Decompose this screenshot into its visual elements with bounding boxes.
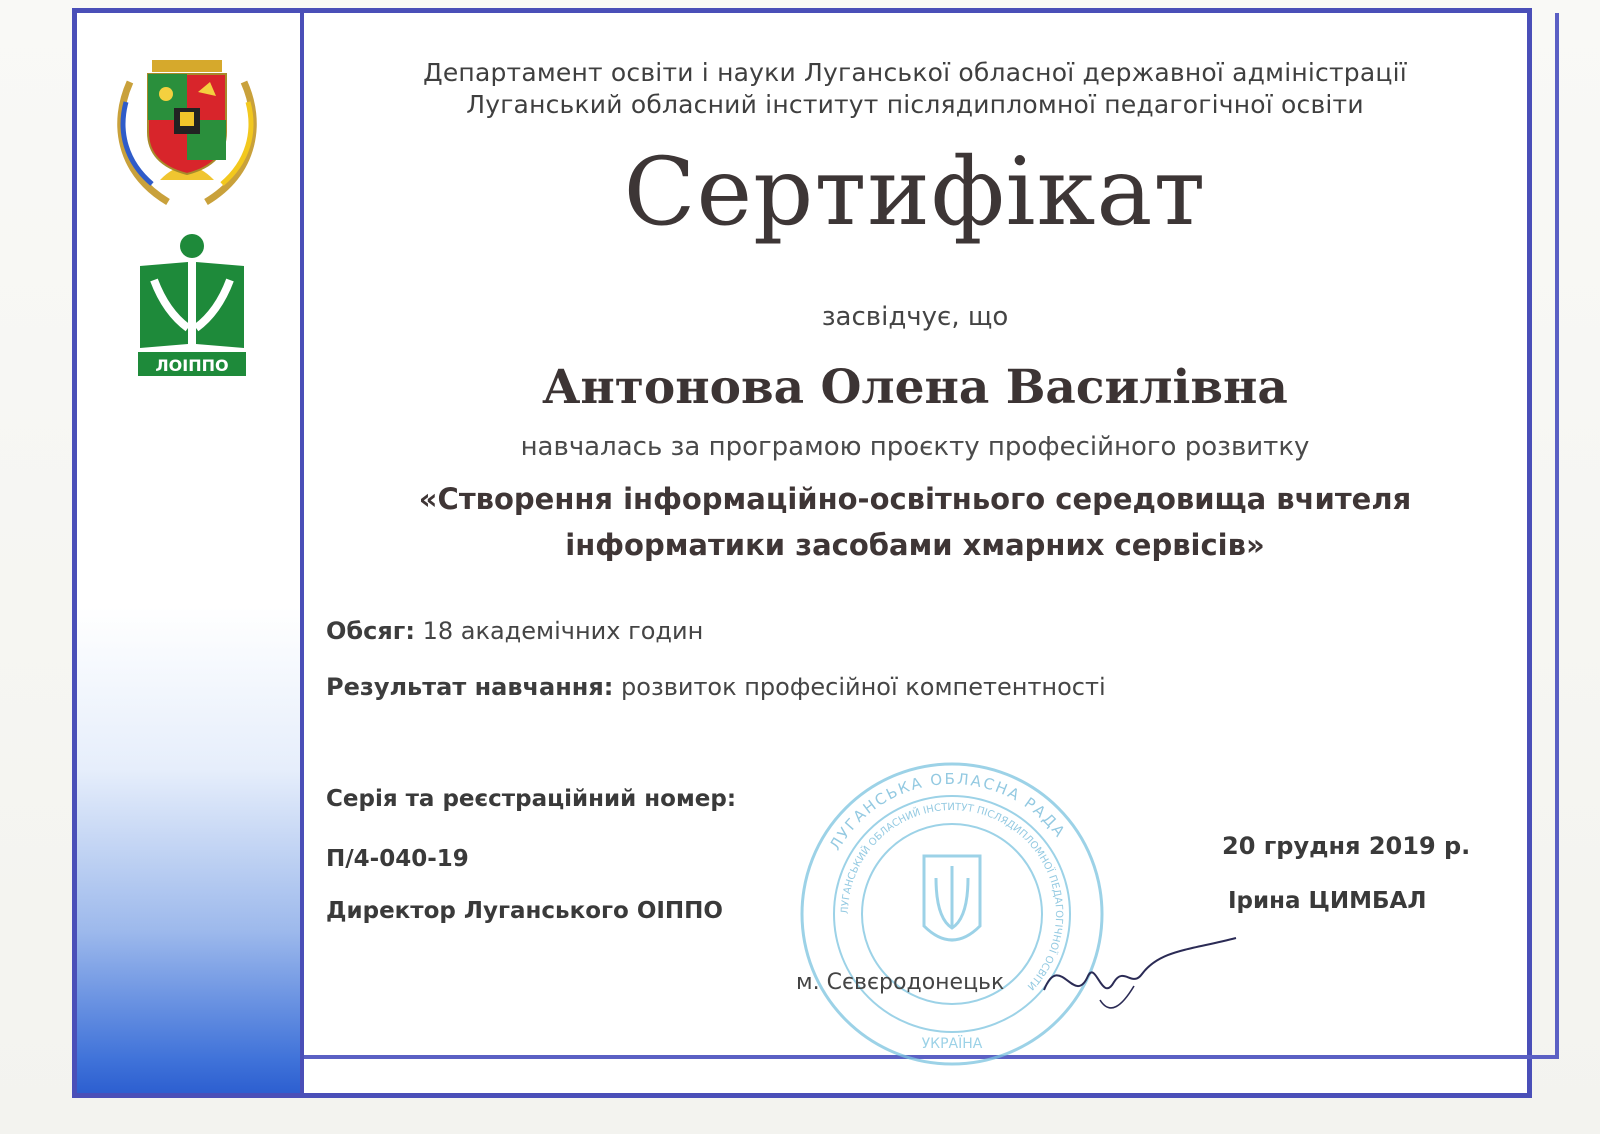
registration-number: П/4-040-19 xyxy=(326,846,469,872)
volume-field xyxy=(326,617,703,645)
coat-of-arms-icon xyxy=(108,52,266,212)
volume-label: Обсяг: xyxy=(326,617,415,645)
issue-date: 20 грудня 2019 р. xyxy=(1222,832,1471,860)
program-title xyxy=(320,476,1510,568)
program-title-line2: інформатики засобами хмарних сервісів» xyxy=(565,528,1265,562)
inner-right-border xyxy=(1555,13,1559,1059)
program-intro: навчалась за програмою проєкту професійного розвитку xyxy=(520,432,1310,462)
registration-label: Серія та реєстраційний номер: xyxy=(326,786,737,812)
stamp-outer-text: ЛУГАНСЬКА ОБЛАСНА РАДА xyxy=(826,769,1070,854)
header-department: Департамент освіти і науки Луганської обласної державної адміністрації xyxy=(423,58,1407,87)
loippo-logo-text: ЛОІППО xyxy=(155,356,229,375)
vertical-divider xyxy=(300,13,304,1093)
result-value: розвиток професійної компетентності xyxy=(621,673,1106,701)
result-label: Результат навчання: xyxy=(326,673,614,701)
header-institute: Луганський обласний інститут післядипломної педагогічної освіти xyxy=(466,90,1364,119)
stamp-inner-text: ЛУГАНСЬКИЙ ОБЛАСНИЙ ІНСТИТУТ ПІСЛЯДИПЛОМНОЇ ПЕДАГОГІЧНОЇ ОСВІТИ xyxy=(839,801,1065,992)
result-field xyxy=(326,673,1106,701)
certificate-title: Сертифікат xyxy=(623,138,1207,247)
recipient-name: Антонова Олена Василівна xyxy=(542,360,1288,415)
director-name: Ірина ЦИМБАЛ xyxy=(1228,888,1427,914)
certifies-text: засвідчує, що xyxy=(821,302,1009,332)
stamp-bottom-text: УКРАЇНА xyxy=(921,1036,983,1052)
loippo-logo-icon xyxy=(136,232,248,378)
official-stamp-icon xyxy=(796,758,1108,1070)
city: м. Сєвєродонецьк xyxy=(796,970,1005,995)
volume-value: 18 академічних годин xyxy=(422,617,704,645)
program-title-line1: «Створення інформаційно-освітнього середовища вчителя xyxy=(418,482,1412,516)
signature-icon xyxy=(1040,930,1240,1020)
director-title: Директор Луганського ОІППО xyxy=(326,898,723,924)
